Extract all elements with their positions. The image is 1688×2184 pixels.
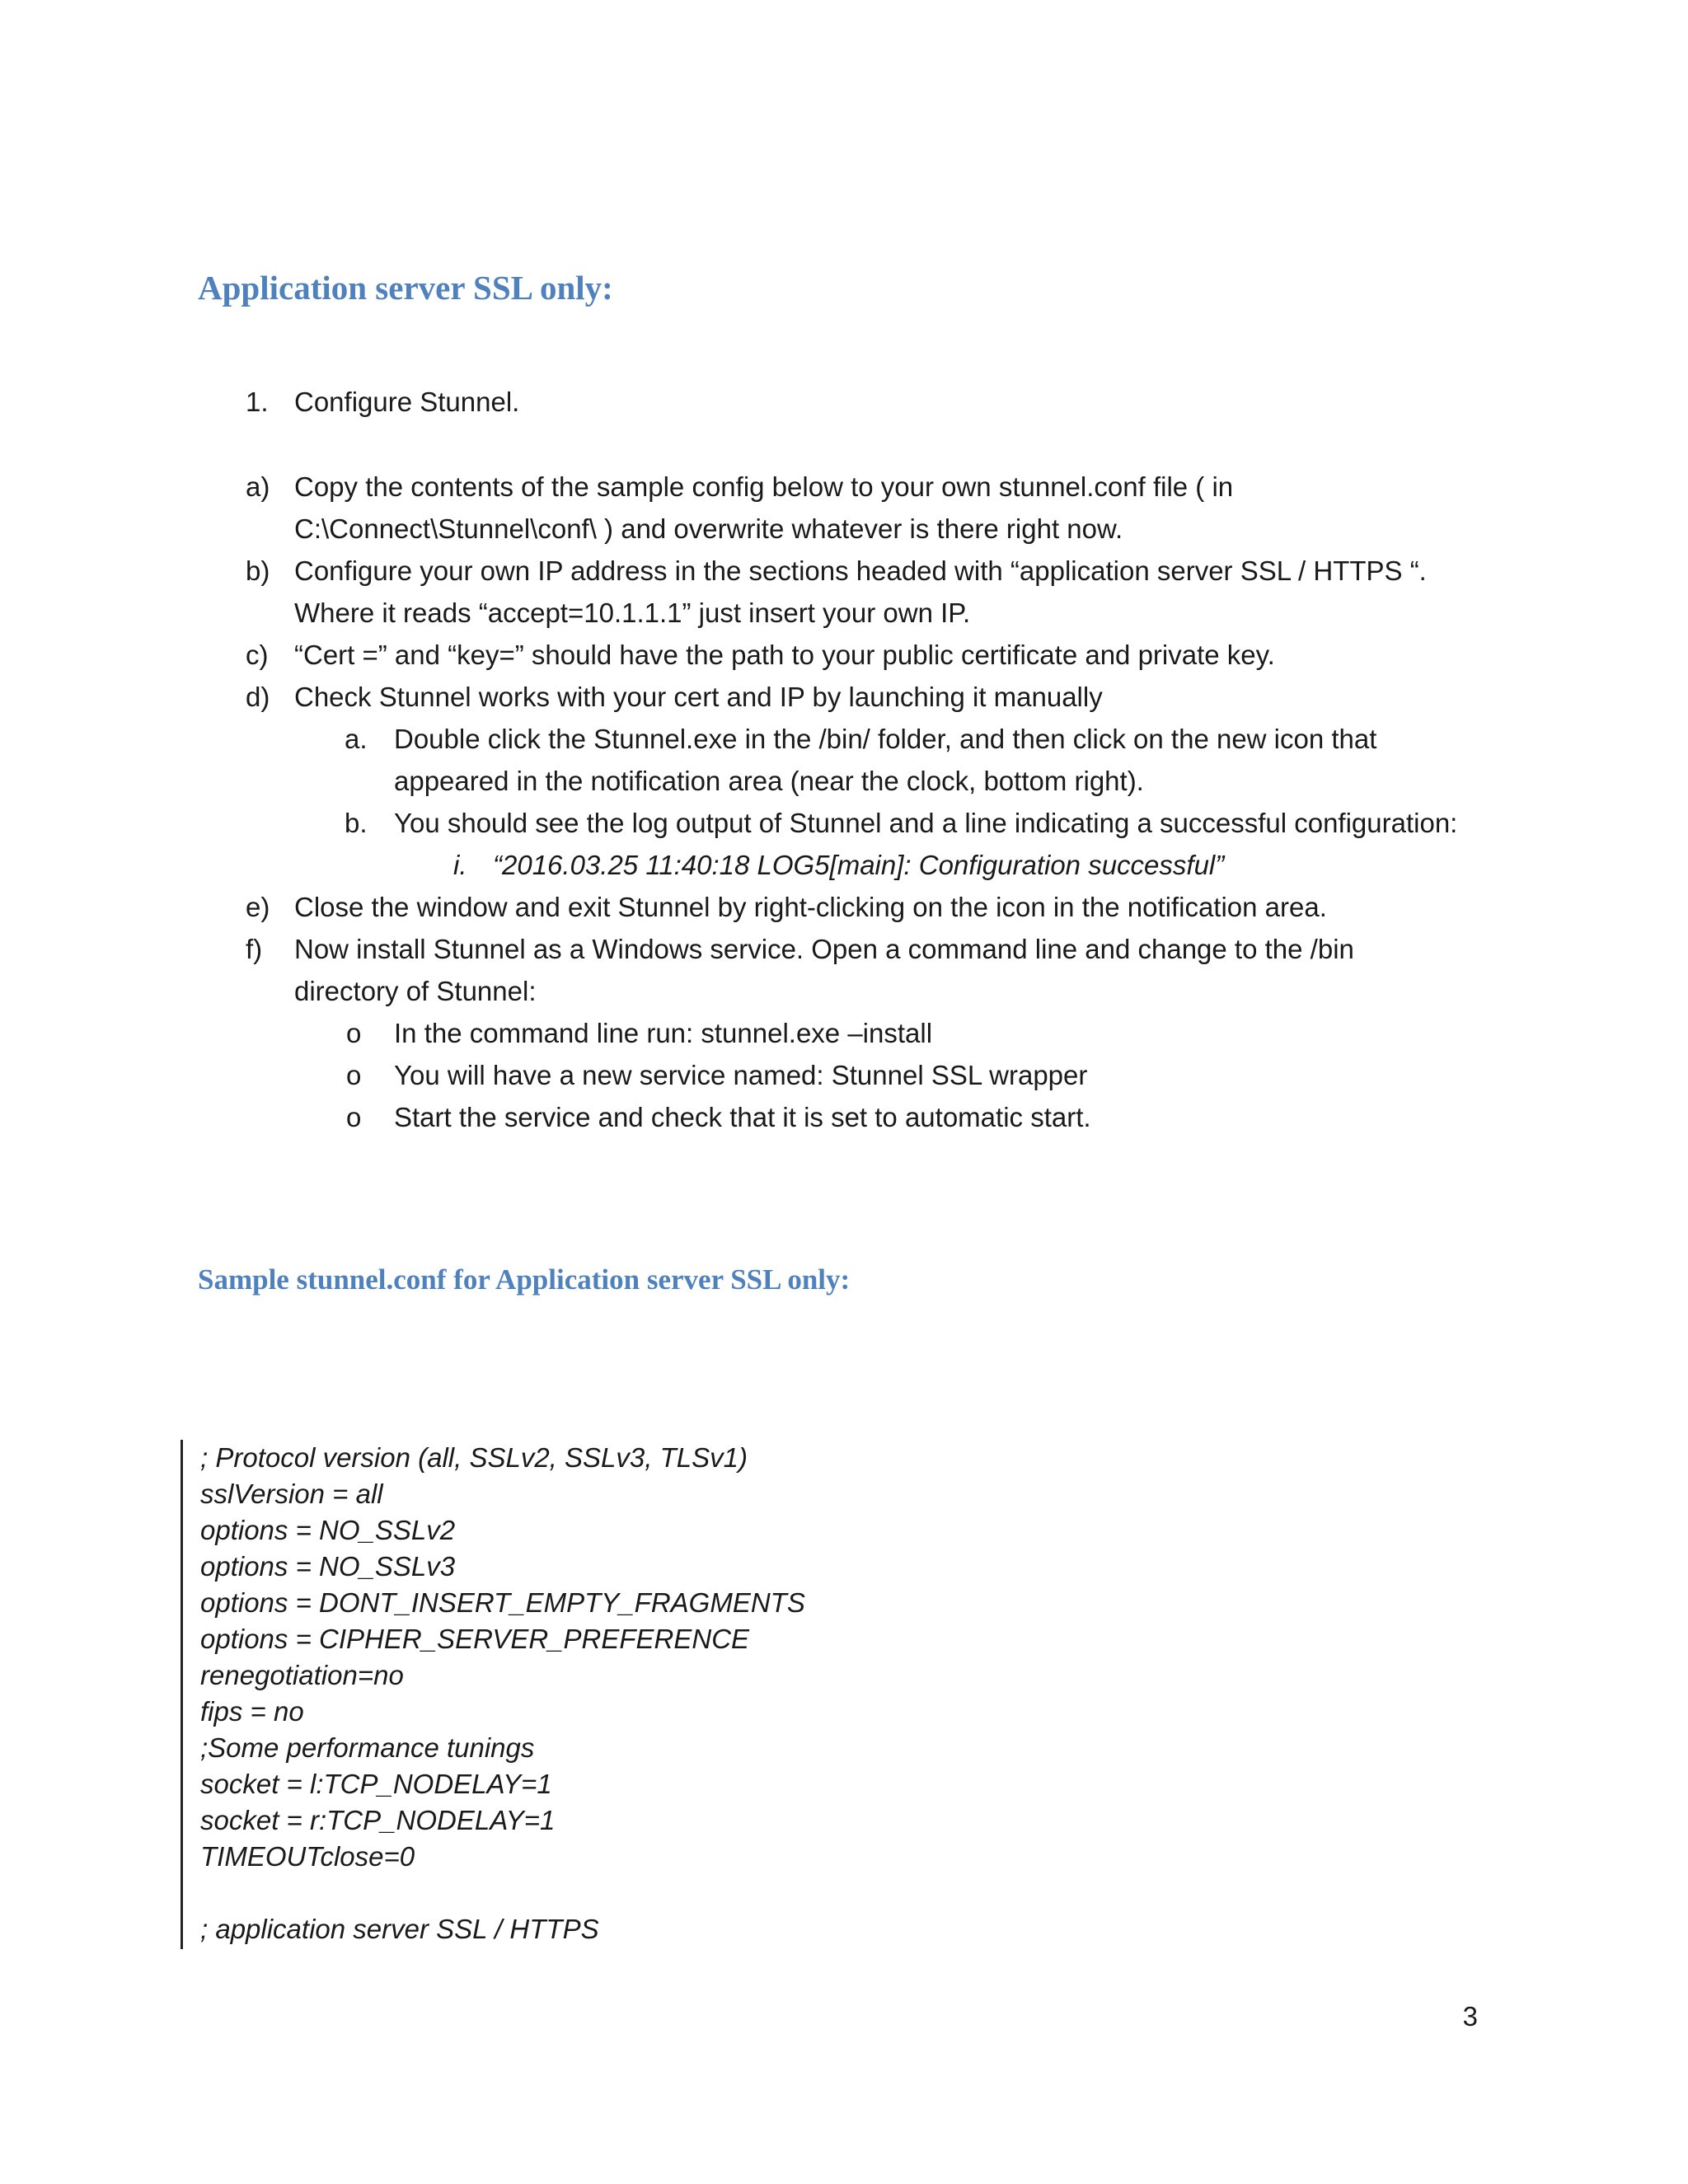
subsection-heading: Sample stunnel.conf for Application server SSL only: xyxy=(198,1263,851,1296)
config-line: options = NO_SSLv3 xyxy=(200,1551,456,1582)
config-line: socket = l:TCP_NODELAY=1 xyxy=(200,1769,552,1799)
config-line: ;Some performance tunings xyxy=(200,1732,535,1763)
nested-text: Double click the Stunnel.exe in the /bin/ folder, and then click on the new icon that xyxy=(394,724,1377,754)
bullet-text: You will have a new service named: Stunnel SSL wrapper xyxy=(394,1060,1088,1090)
config-line: socket = r:TCP_NODELAY=1 xyxy=(200,1805,556,1835)
page-number: 3 xyxy=(1462,2001,1478,2032)
substep-marker: a) xyxy=(246,471,270,502)
substep-text: Close the window and exit Stunnel by right-clicking on the icon in the notification area. xyxy=(294,892,1327,922)
config-line: fips = no xyxy=(200,1696,304,1727)
config-line: renegotiation=no xyxy=(200,1660,404,1690)
substep-marker: e) xyxy=(246,892,270,922)
bullet-marker: o xyxy=(346,1018,362,1048)
nested-marker: b. xyxy=(345,808,368,838)
substep-text: Where it reads “accept=10.1.1.1” just insert your own IP. xyxy=(294,598,971,628)
config-line: options = DONT_INSERT_EMPTY_FRAGMENTS xyxy=(200,1587,805,1618)
substep-text: Copy the contents of the sample config below to your own stunnel.conf file ( in xyxy=(294,471,1234,502)
section-heading: Application server SSL only: xyxy=(198,269,613,307)
substep-text: Now install Stunnel as a Windows service. Open a command line and change to the /bin xyxy=(294,934,1354,964)
step-text: Configure Stunnel. xyxy=(294,387,520,417)
config-sample-block xyxy=(181,1440,1172,1949)
config-line: sslVersion = all xyxy=(200,1479,383,1509)
substep-text: Check Stunnel works with your cert and IP by launching it manually xyxy=(294,682,1103,712)
substep-marker: c) xyxy=(246,640,269,670)
bullet-marker: o xyxy=(346,1102,362,1132)
substep-text: Configure your own IP address in the sections headed with “application server SSL / HTTPS “. xyxy=(294,555,1427,586)
roman-marker: i. xyxy=(453,850,467,880)
bullet-text: Start the service and check that it is set to automatic start. xyxy=(394,1102,1091,1132)
bullet-text: In the command line run: stunnel.exe –install xyxy=(394,1018,933,1048)
bullet-marker: o xyxy=(346,1060,362,1090)
nested-text: You should see the log output of Stunnel and a line indicating a successful configuration: xyxy=(394,808,1458,838)
config-line: ; application server SSL / HTTPS xyxy=(200,1914,599,1944)
step-marker: 1. xyxy=(246,387,269,417)
substep-text: C:\Connect\Stunnel\conf\ ) and overwrite whatever is there right now. xyxy=(294,513,1123,544)
config-line: options = NO_SSLv2 xyxy=(200,1515,456,1545)
substep-text: “Cert =” and “key=” should have the path to your public certificate and private key. xyxy=(294,640,1275,670)
nested-marker: a. xyxy=(345,724,368,754)
substep-marker: b) xyxy=(246,555,270,586)
substep-text: directory of Stunnel: xyxy=(294,976,537,1006)
substep-marker: d) xyxy=(246,682,270,712)
config-line: ; Protocol version (all, SSLv2, SSLv3, TLSv1) xyxy=(200,1442,748,1473)
config-line: options = CIPHER_SERVER_PREFERENCE xyxy=(200,1624,750,1654)
substep-marker: f) xyxy=(246,934,263,964)
config-line: TIMEOUTclose=0 xyxy=(200,1841,415,1872)
log-line-text: “2016.03.25 11:40:18 LOG5[main]: Configuration successful” xyxy=(493,850,1225,880)
nested-text: appeared in the notification area (near the clock, bottom right). xyxy=(394,766,1144,796)
